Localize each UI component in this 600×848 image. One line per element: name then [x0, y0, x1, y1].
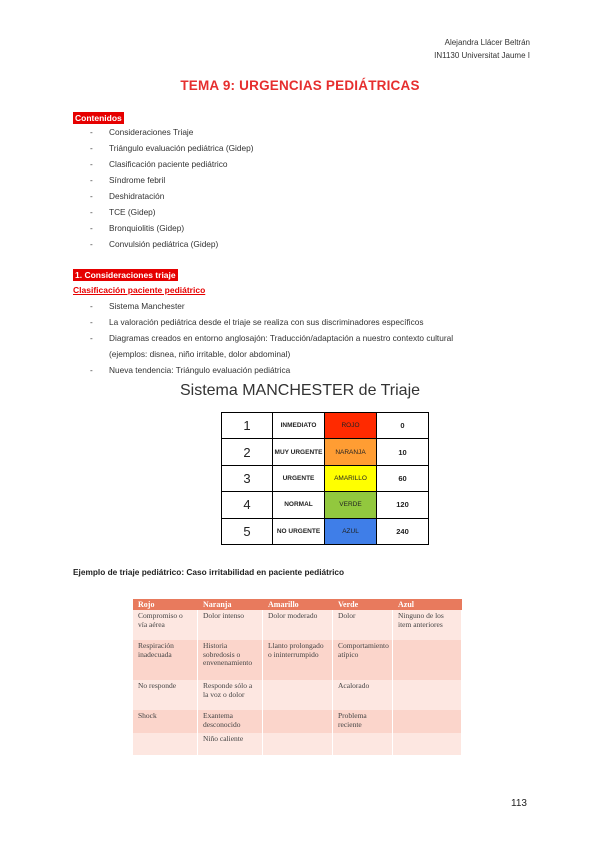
priority-color: NARANJA [325, 439, 377, 465]
list-item: - Sistema Manchester [90, 298, 453, 314]
priority-level: NO URGENTE [273, 518, 325, 544]
priority-color: ROJO [325, 413, 377, 439]
table-cell: Compromiso o vía aérea [133, 610, 198, 640]
table-row [222, 439, 429, 465]
page-number: 113 [511, 798, 527, 809]
table-row [222, 465, 429, 491]
column-header: Rojo [138, 600, 155, 609]
section1-list [90, 298, 453, 378]
table-row [133, 680, 462, 710]
priority-number: 2 [222, 439, 273, 465]
list-item: - Bronquiolitis (Gidep) [90, 220, 254, 236]
column-header: Azul [398, 600, 414, 609]
list-item-continuation: (ejemplos: disnea, niño irritable, dolor abdominal) [109, 349, 291, 359]
table-cell: No responde [133, 680, 198, 710]
table-cell: Ninguno de los item anteriores [393, 610, 462, 640]
table-cell: Dolor [333, 610, 393, 640]
example-title: Ejemplo de triaje pediátrico: Caso irritabilidad en paciente pediátrico [73, 567, 345, 577]
table-row [133, 733, 462, 755]
priority-color: AMARILLO [325, 465, 377, 491]
list-item: - Convulsión pediátrica (Gidep) [90, 236, 254, 252]
table-cell [393, 640, 462, 680]
manchester-title: Sistema MANCHESTER de Triaje [179, 382, 421, 399]
priority-color: AZUL [325, 518, 377, 544]
table-row [133, 640, 462, 680]
column-header: Verde [338, 600, 359, 609]
table-cell: Niño caliente [198, 733, 263, 755]
priority-level: MUY URGENTE [273, 439, 325, 465]
table-row [222, 518, 429, 544]
column-header: Amarillo [268, 600, 299, 609]
priority-number: 4 [222, 492, 273, 518]
list-item: - Consideraciones Triaje [90, 124, 254, 140]
table-cell: Dolor intenso [198, 610, 263, 640]
list-item: - Nueva tendencia: Triángulo evaluación pediátrica [90, 362, 453, 378]
table-cell [333, 733, 393, 755]
header-course: IN1130 Universitat Jaume I [434, 51, 530, 60]
list-item [90, 330, 453, 362]
table-cell: Comportamiento atípico [333, 640, 393, 680]
list-item: - Clasificación paciente pediátrico [90, 156, 254, 172]
contents-list [90, 124, 254, 252]
table-cell: Problema reciente [333, 710, 393, 733]
priority-number: 5 [222, 518, 273, 544]
list-item: - Triángulo evaluación pediátrica (Gidep) [90, 140, 254, 156]
priority-level: INMEDIATO [273, 413, 325, 439]
table-row [133, 610, 462, 640]
table-cell: Llanto prolongado o ininterrumpido [263, 640, 333, 680]
example-triage-table [133, 599, 462, 755]
table-cell [263, 733, 333, 755]
list-item: - La valoración pediátrica desde el triaje se realiza con sus discriminadores específicos [90, 314, 453, 330]
table-cell: Acalorado [333, 680, 393, 710]
table-cell: Respiración inadecuada [133, 640, 198, 680]
list-item: - Deshidratación [90, 188, 254, 204]
column-header: Naranja [203, 600, 232, 609]
table-cell [133, 733, 198, 755]
priority-time: 240 [377, 518, 429, 544]
priority-level: URGENTE [273, 465, 325, 491]
page-title: TEMA 9: URGENCIAS PEDIÁTRICAS [180, 78, 420, 93]
list-item: - Síndrome febril [90, 172, 254, 188]
section1-heading: 1. Consideraciones triaje [75, 270, 176, 280]
priority-time: 60 [377, 465, 429, 491]
priority-number: 1 [222, 413, 273, 439]
priority-time: 0 [377, 413, 429, 439]
list-item-text: Diagramas creados en entorno anglosajón: Traducción/adaptación a nuestro contexto cultural [109, 333, 454, 343]
priority-color: VERDE [325, 492, 377, 518]
priority-time: 10 [377, 439, 429, 465]
priority-number: 3 [222, 465, 273, 491]
table-row [222, 492, 429, 518]
table-cell [393, 733, 462, 755]
table-cell: Responde sólo a la voz o dolor [198, 680, 263, 710]
priority-time: 120 [377, 492, 429, 518]
table-cell: Exantema desconocido [198, 710, 263, 733]
section1-subheading[interactable]: Clasificación paciente pediátrico [73, 285, 206, 295]
table-cell: Shock [133, 710, 198, 733]
priority-level: NORMAL [273, 492, 325, 518]
list-item: - TCE (Gidep) [90, 204, 254, 220]
table-cell: Dolor moderado [263, 610, 333, 640]
manchester-table [221, 412, 429, 545]
table-cell [263, 710, 333, 733]
table-cell [393, 710, 462, 733]
header-author: Alejandra Llácer Beltrán [444, 38, 530, 47]
table-header-row [133, 599, 462, 610]
table-cell [263, 680, 333, 710]
table-row [133, 710, 462, 733]
table-cell: Historia sobredosis o envenenamiento [198, 640, 263, 680]
table-cell [393, 680, 462, 710]
table-row [222, 413, 429, 439]
contents-heading: Contenidos [75, 113, 122, 123]
